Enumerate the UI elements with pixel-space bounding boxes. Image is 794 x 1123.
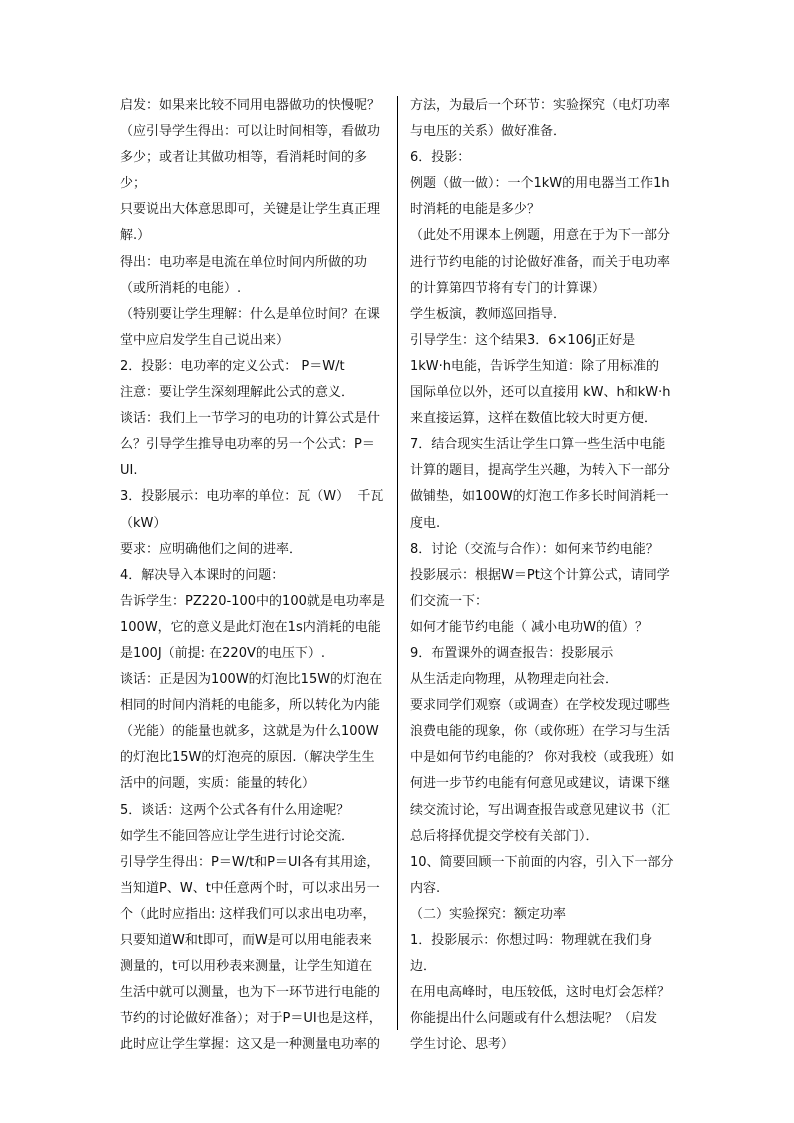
right-text-line: 度电. xyxy=(410,515,441,531)
right-text-line: 8．讨论（交流与合作）：如何来节约电能？ xyxy=(410,541,659,557)
right-text-line: 你能提出什么问题或有什么想法呢？（启发 xyxy=(410,1011,658,1027)
right-text-line: 引导学生：这个结果3．6×106J正好是 xyxy=(410,332,636,348)
right-text-line: 内容. xyxy=(410,880,441,896)
right-text-line: 续交流讨论，写出调查报告或意见建议书（汇 xyxy=(410,802,671,818)
left-text-line: UI. xyxy=(120,463,138,479)
left-text-line: 注意：要让学生深刻理解此公式的意义． xyxy=(120,385,355,401)
right-text-line: 进行节约电能的讨论做好准备，而关于电功率 xyxy=(410,254,671,270)
right-text-line: 们交流一下： xyxy=(410,593,489,609)
right-text-line: 从生活走向物理，从物理走向社会． xyxy=(410,672,619,688)
right-text-line: 与电压的关系）做好准备． xyxy=(410,124,567,140)
left-text-line: 得出：电功率是电流在单位时间内所做的功 xyxy=(120,254,368,270)
left-text-line: 个（此时应指出: 这样我们可以求出电功率， xyxy=(120,906,376,922)
left-text-line: 测量的，t可以用秒表来测量，让学生知道在 xyxy=(120,959,373,975)
right-text-line: 例题（做一做）：一个1kW的用电器当工作1h xyxy=(410,176,670,192)
left-text-line: 4．解决导入本课时的问题： xyxy=(120,567,285,583)
left-text-line: （特别要让学生理解：什么是单位时间？在课 xyxy=(120,306,381,322)
column-divider xyxy=(397,96,398,1030)
left-text-line: 解.） xyxy=(120,228,151,244)
right-text-line: 6．投影： xyxy=(410,150,471,166)
right-text-line: 计算的题目，提高学生兴趣，为转入下一部分 xyxy=(410,463,671,479)
right-text-line: 1kW·h电能，告诉学生知道：除了用标准的 xyxy=(410,358,660,374)
left-text-line: 此时应让学生掌握：这又是一种测量电功率的 xyxy=(120,1037,381,1053)
left-text-line: 堂中应启发学生自己说出来） xyxy=(120,332,290,348)
left-text-line: 么？引导学生推导电功率的另一个公式：P＝ xyxy=(120,437,375,453)
left-text-line: （或所消耗的电能）. xyxy=(120,280,242,296)
right-text-line: 总后将择优提交学校有关部门）． xyxy=(410,828,599,844)
left-text-line: 谈话：我们上一节学习的电功的计算公式是什 xyxy=(120,411,381,427)
right-text-line: 国际单位以外，还可以直接用 kW、h和kW·h xyxy=(410,385,671,401)
right-text-line: 1．投影展示：你想过吗：物理就在我们身边． xyxy=(410,933,653,975)
right-text-line: 9．布置课外的调查报告：投影展示 xyxy=(410,645,614,661)
left-text-line: 要求：应明确他们之间的进率． xyxy=(120,541,303,557)
left-text-line: 只要知道W和t即可，而W是可以用电能表来 xyxy=(120,933,372,948)
right-text-line: 来直接运算，这样在数值比较大时更方便． xyxy=(410,411,658,427)
right-text-line: 中是如何节约电能的？ 你对我校（或我班）如 xyxy=(410,750,675,766)
left-text-line: （kW） xyxy=(120,515,167,531)
left-column xyxy=(120,93,386,1058)
left-text-line: （光能）的能量也就多，这就是为什么100W xyxy=(120,724,379,740)
right-text-line: 如何才能节约电能（ 减小电功W的值）？ xyxy=(410,619,648,635)
right-text-line: 何进一步节约电能有何意见或建议，请课下继 xyxy=(410,776,671,792)
left-text-line: 当知道P、W、t中任意两个时，可以求出另一 xyxy=(120,880,380,896)
left-text-line: 活中的问题，实质：能量的转化） xyxy=(120,776,316,792)
left-text-line: 是100J（前提: 在220V的电压下）. xyxy=(120,645,325,661)
left-text-line: 2．投影：电功率的定义公式： P＝W/t xyxy=(120,358,345,374)
right-text-line: 的计算第四节将有专门的计算课） xyxy=(410,280,606,296)
right-text-line: 做铺垫，如100W的灯泡工作多长时间消耗一 xyxy=(410,489,669,505)
right-text-line: 学生讨论、思考） xyxy=(410,1037,515,1053)
right-text-line: 时消耗的电能是多少？ xyxy=(410,202,541,218)
left-text-line: 谈话：正是因为100W的灯泡比15W的灯泡在 xyxy=(120,672,383,688)
right-text-line: 投影展示：根据W＝Pt这个计算公式，请同学 xyxy=(410,567,670,583)
left-text-line: 告诉学生：PZ220-100中的100就是电功率是 xyxy=(120,593,385,609)
left-text-line: 相同的时间内消耗的电能多，所以转化为内能 xyxy=(120,698,381,714)
right-text-line: 要求同学们观察（或调查）在学校发现过哪些 xyxy=(410,698,671,714)
left-text-line: 5．谈话：这两个公式各有什么用途呢？ xyxy=(120,802,350,818)
left-text-line: 节约的讨论做好准备）；对于P＝UI也是这样， xyxy=(120,1011,382,1027)
left-text-line: 如学生不能回答应让学生进行讨论交流． xyxy=(120,828,355,844)
right-text-line: 7．结合现实生活让学生口算一些生活中电能 xyxy=(410,437,666,453)
left-text-line: 的灯泡比15W的灯泡亮的原因.（解决学生生 xyxy=(120,750,375,766)
left-text-line: 启发：如果来比较不同用电器做功的快慢呢？ xyxy=(120,98,381,113)
right-text-line: （二）实验探究：额定功率 xyxy=(410,906,567,922)
right-text-line: 在用电高峰时，电压较低，这时电灯会怎样？ xyxy=(410,985,671,1001)
right-text-line: 学生板演，教师巡回指导． xyxy=(410,306,567,322)
left-text-line: 多少；或者让其做功相等，看消耗时间的多少； xyxy=(120,150,368,192)
right-text-line: 浪费电能的现象，你（或你班）在学习与生活 xyxy=(410,724,671,740)
right-text-line: 10、简要回顾一下前面的内容，引入下一部分 xyxy=(410,854,674,870)
left-text-line: 引导学生得出：P＝W/t和P＝UI各有其用途， xyxy=(120,854,380,870)
left-text-line: （应引导学生得出：可以让时间相等，看做功 xyxy=(120,124,381,140)
left-text-line: 3．投影展示：电功率的单位：瓦（W） 千瓦 xyxy=(120,489,384,505)
left-text-line: 生活中就可以测量，也为下一环节进行电能的 xyxy=(120,985,381,1001)
left-text-line: 100W，它的意义是此灯泡在1s内消耗的电能 xyxy=(120,619,381,635)
right-text-line: （此处不用课本上例题，用意在于为下一部分 xyxy=(410,228,671,244)
left-text-line: 只要说出大体意思即可，关键是让学生真正理 xyxy=(120,202,381,218)
right-column xyxy=(410,93,676,1058)
right-text-line: 方法，为最后一个环节：实验探究（电灯功率 xyxy=(410,98,671,113)
